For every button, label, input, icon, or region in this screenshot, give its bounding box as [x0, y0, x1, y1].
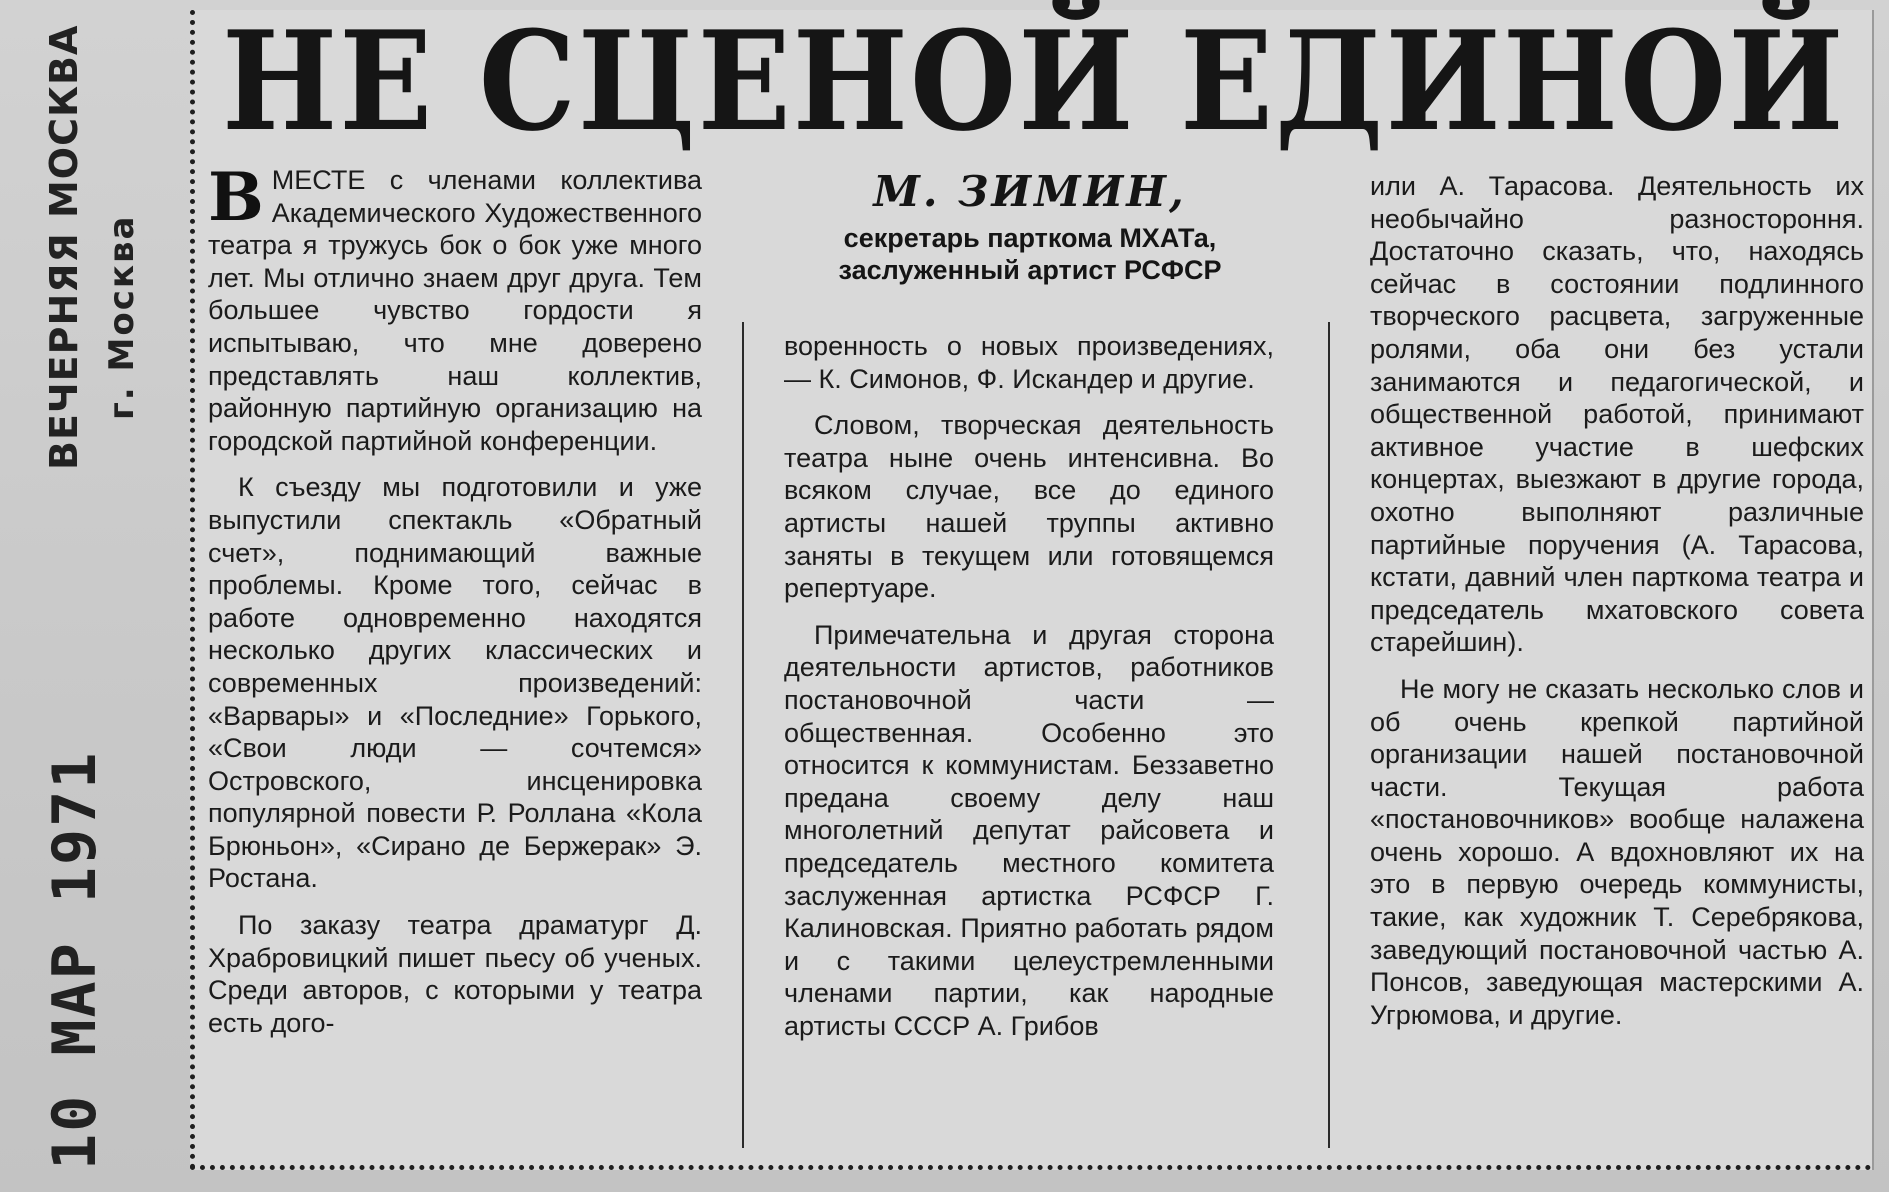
author-byline [760, 166, 1300, 286]
column-2-paragraph-2: Словом, творческая деятельность театра ныне очень интенсивна. Во всяком случае, все до единого артисты нашей труппы активно заняты в текущем или готовящемся репертуаре. [784, 410, 1274, 604]
article-column-1 [208, 158, 702, 1053]
clipping-cut-line-left [190, 10, 195, 1170]
column-1-paragraph-1-text: МЕСТЕ с членами коллектива Академического Художественного театра я тружусь бок о бок уже много лет. Мы отлично знаем друг друга. Тем большее чувство гордости я испытываю, что мне доверено представлять наш коллектив, районную партийную организацию на городской партийной конференции. [208, 165, 702, 456]
stamp-date: 10 МАР 1971 [40, 750, 110, 1170]
stamp-newspaper-name: ВЕЧЕРНЯЯ МОСКВА [42, 24, 86, 470]
clipping-cut-line-bottom [190, 1165, 1872, 1170]
drop-cap: В [208, 158, 264, 236]
author-role: секретарь парткома МХАТа, заслуженный артист РСФСР [838, 223, 1222, 285]
column-divider-1 [742, 322, 744, 1148]
column-1-paragraph-1 [208, 158, 702, 457]
column-1-paragraph-3: По заказу театра драматург Д. Храбровицкий пишет пьесу об ученых. Среди авторов, с которыми у театра есть дого- [208, 910, 702, 1038]
article-headline: НЕ СЦЕНОЙ ЕДИНОЙ [222, 0, 1846, 162]
author-name: М. ЗИМИН, [873, 167, 1187, 216]
column-2-paragraph-3: Примечательна и другая сторона деятельности артистов, работников постановочной части — общественная. Особенно это относится к коммунистам. Беззаветно предана своему делу наш многолетний депутат райсовета и председатель местного комитета заслуженная артистка РСФСР Г. Калиновская. Приятно работать рядом и с такими целеустремленными членами партии, как народные артисты СССР А. Грибов [784, 619, 1274, 1041]
article-column-2 [784, 330, 1274, 1056]
column-3-paragraph-1: или А. Тарасова. Деятельность их необычайно разностороння. Достаточно сказать, что, находясь сейчас в состоянии подлинного творческого расцвета, загруженные ролями, оба они без устали занимаются и педагогической, и общественной работой, принимают активное участие в шефских концертах, выезжают в другие города, охотно выполняют различные партийные поручения (А. Тарасова, кстати, давний член парткома театра и председатель мхатовского совета старейшин). [1370, 171, 1864, 658]
column-divider-2 [1328, 322, 1330, 1148]
column-2-paragraph-1: воренность о новых произведениях, — К. Симонов, Ф. Искандер и другие. [784, 331, 1274, 394]
stamp-city: г. Москва [102, 214, 142, 420]
column-3-paragraph-2: Не могу не сказать несколько слов и об очень крепкой партийной организации нашей постановочной части. Текущая работа «постановочников» вообще налажена очень хорошо. А вдохновляют их на это в первую очередь коммунисты, такие, как художник Т. Серебрякова, заведующий постановочной частью А. Понсов, заведующая мастерскими А. Угрюмова, и другие. [1370, 673, 1864, 1030]
column-1-paragraph-2: К съезду мы подготовили и уже выпустили спектакль «Обратный счет», поднимающий важные проблемы. Кроме того, сейчас в работе одновременно находятся несколько других классических и современных произведений: «Варвары» и «Последние» Горького, «Свои люди — сочтемся» Островского, инсценировка популярной повести Р. Роллана «Кола Брюньон», «Сирано де Бержерак» Э. Ростана. [208, 472, 702, 894]
article-column-3 [1370, 170, 1864, 1045]
